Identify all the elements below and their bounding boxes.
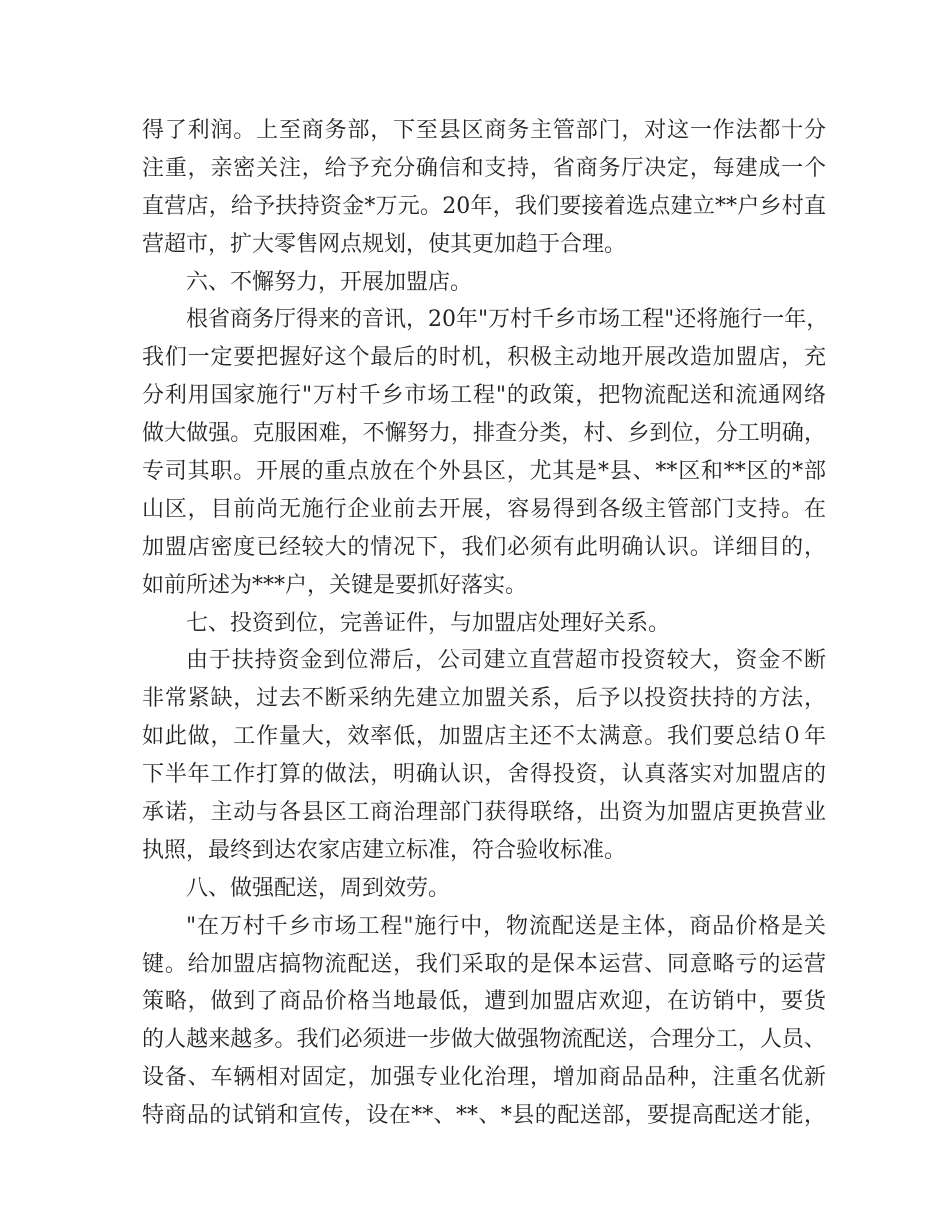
text-line: 下半年工作打算的做法，明确认识，舍得投资，认真落实对加盟店的 [142,762,826,788]
section-heading-7: 七、投资到位，完善证件，与加盟店处理好关系。 [186,610,671,636]
text-line: 承诺，主动与各县区工商治理部门获得联络，出资为加盟店更换营业 [142,800,826,826]
text-line: 非常紧缺，过去不断采纳先建立加盟关系，后予以投资扶持的方法， [142,686,826,712]
text-line: 根省商务厅得来的音讯，20年"万村千乡市场工程"还将施行一年， [186,307,829,333]
text-line: 由于扶持资金到位滞后，公司建立直营超市投资较大，资金不断 [186,648,826,674]
text-line: 键。给加盟店搞物流配送，我们采取的是保本运营、同意略亏的运营 [142,951,826,977]
text-line: 分利用国家施行"万村千乡市场工程"的政策，把物流配送和流通网络 [142,383,826,409]
section-heading-8: 八、做强配送，周到效劳。 [186,875,451,901]
text-line: 营超市，扩大零售网点规划，使其更加趋于合理。 [142,231,627,257]
text-line: 如此做，工作量大，效率低，加盟店主还不太满意。我们要总结０年 [142,724,826,750]
text-line: 设备、车辆相对固定，加强专业化治理，增加商品品种，注重名优新 [142,1065,826,1091]
text-line: 直营店，给予扶持资金*万元。20年，我们要接着选点建立**户乡村直 [142,193,826,219]
text-line: 专司其职。开展的重点放在个外县区，尤其是*县、**区和**区的*部 [142,459,826,485]
text-line: 策略，做到了商品价格当地最低，遭到加盟店欢迎，在访销中，要货 [142,989,826,1015]
text-line: 我们一定要把握好这个最后的时机，积极主动地开展改造加盟店，充 [142,345,826,371]
text-line: 执照，最终到达农家店建立标准，符合验收标准。 [142,837,627,863]
text-line: 注重，亲密关注，给予充分确信和支持，省商务厅决定，每建成一个 [142,155,826,181]
document-body [142,112,829,1135]
text-line: 如前所述为***户，关键是要抓好落实。 [142,572,528,598]
text-line: 加盟店密度已经较大的情况下，我们必须有此明确认识。详细目的， [142,534,826,560]
text-line: "在万村千乡市场工程"施行中，物流配送是主体，商品价格是关 [186,913,826,939]
text-line: 特商品的试销和宣传，设在**、**、*县的配送部，要提高配送才能， [142,1103,826,1129]
section-heading-6: 六、不懈努力，开展加盟店。 [186,269,473,295]
text-line: 的人越来越多。我们必须进一步做大做强物流配送，合理分工，人员、 [142,1027,826,1053]
text-line: 山区，目前尚无施行企业前去开展，容易得到各级主管部门支持。在 [142,496,826,522]
text-line: 做大做强。克服困难，不懈努力，排查分类，村、乡到位，分工明确， [142,421,826,447]
text-line: 得了利润。上至商务部，下至县区商务主管部门，对这一作法都十分 [142,118,826,143]
